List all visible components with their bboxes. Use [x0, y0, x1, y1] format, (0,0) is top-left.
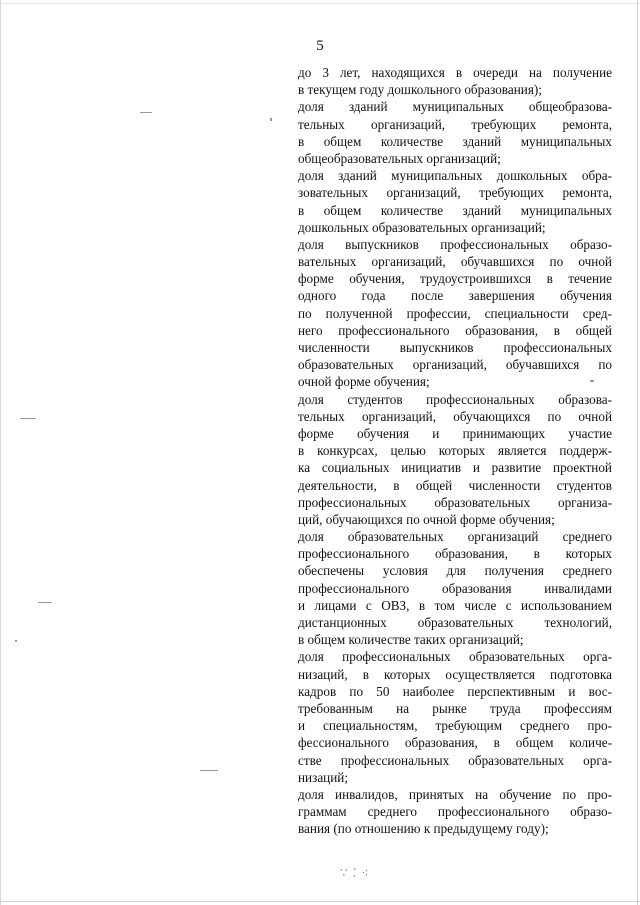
text-line: доля выпускников профессиональных образо- — [298, 236, 612, 252]
text-line: доля инвалидов, принятых на обучение по про- — [298, 786, 612, 802]
text-line: по полученной профессии, специальности сред- — [298, 305, 612, 321]
text-line: тельных организаций, требующих ремонта, — [298, 116, 612, 132]
text-line: ка социальных инициатив и развитие проектной — [298, 460, 612, 476]
scan-left-edge — [0, 0, 1, 905]
page-number: 5 — [316, 38, 324, 54]
scan-speck — [270, 118, 272, 121]
text-line: обеспечены условия для получения среднего — [298, 563, 612, 579]
scan-speck — [200, 770, 218, 771]
text-line: в общем количестве зданий муниципальных — [298, 133, 612, 149]
text-line: в конкурсах, целью которых является поддерж- — [298, 443, 612, 459]
scan-top-edge — [0, 3, 640, 4]
text-line: доля зданий муниципальных общеобразова- — [298, 99, 612, 115]
text-line: деятельности, в общей численности студентов — [298, 477, 612, 493]
scan-speck — [20, 418, 36, 419]
text-line: профессионального образования, в которых — [298, 546, 612, 562]
text-line: форме обучения и принимающих участие — [298, 425, 612, 441]
text-line: общеобразовательных организаций; — [298, 150, 501, 166]
text-line: в текущем году дошкольного образования); — [298, 82, 542, 98]
text-line: вательных организаций, обучавшихся по очной — [298, 254, 612, 270]
text-line: доля профессиональных образовательных орга- — [298, 649, 612, 665]
text-line: зовательных организаций, требующих ремонта, — [298, 185, 612, 201]
document-body — [298, 64, 612, 837]
text-line: профессиональных образовательных организа- — [298, 494, 612, 510]
text-line: фессионального образования, в общем количе- — [298, 735, 612, 751]
text-line: в общем количестве зданий муниципальных — [298, 202, 612, 218]
text-line: и лицами с ОВЗ, в том числе с использованием — [298, 597, 612, 613]
scan-right-edge — [637, 0, 638, 905]
text-line: одного года после завершения обучения — [298, 288, 612, 304]
text-line: дистанционных образовательных технологий, — [298, 615, 612, 630]
text-line: численности выпускников профессиональных — [298, 340, 612, 355]
text-line: граммам среднего профессионального образо- — [298, 804, 612, 820]
text-line: вания (по отношению к предыдущему году); — [298, 821, 549, 837]
scan-bottom-edge — [0, 901, 640, 902]
text-line: до 3 лет, находящихся в очереди на получение — [298, 65, 612, 80]
text-line: форме обучения, трудоустроившихся в течение — [298, 271, 612, 287]
text-line: кадров по 50 наиболее перспективным и вос- — [298, 683, 612, 699]
text-line: и специальностям, требующим среднего про- — [298, 718, 612, 734]
text-line: в общем количестве таких организаций; — [298, 632, 524, 648]
text-line: тельных организаций, обучающихся по очной — [298, 408, 612, 424]
text-line: ций, обучающихся по очной форме обучения; — [298, 511, 555, 527]
scan-speck — [15, 640, 17, 642]
text-line: стве профессиональных образовательных орга- — [298, 752, 612, 768]
scan-speck — [38, 602, 52, 603]
text-line: требованным на рынке труда профессиям — [298, 700, 612, 716]
text-line: него профессионального образования, в общей — [298, 322, 612, 338]
text-line: низаций; — [298, 769, 349, 785]
text-line: доля образовательных организаций среднего — [298, 529, 612, 545]
scan-speck — [140, 112, 152, 113]
text-line: профессионального образования инвалидами — [298, 580, 612, 596]
text-line: образовательных организаций, обучавшихся по — [298, 357, 612, 373]
scan-artifact-mark: ∵ ⁚ ⁖ — [340, 866, 370, 880]
text-line: низаций, в которых осуществляется подготовка — [298, 666, 612, 682]
text-line: доля студентов профессиональных образова- — [298, 391, 612, 407]
text-line: очной форме обучения; — [298, 374, 430, 390]
text-line: доля зданий муниципальных дошкольных обра- — [298, 168, 612, 184]
text-line: дошкольных образовательных организаций; — [298, 219, 546, 235]
